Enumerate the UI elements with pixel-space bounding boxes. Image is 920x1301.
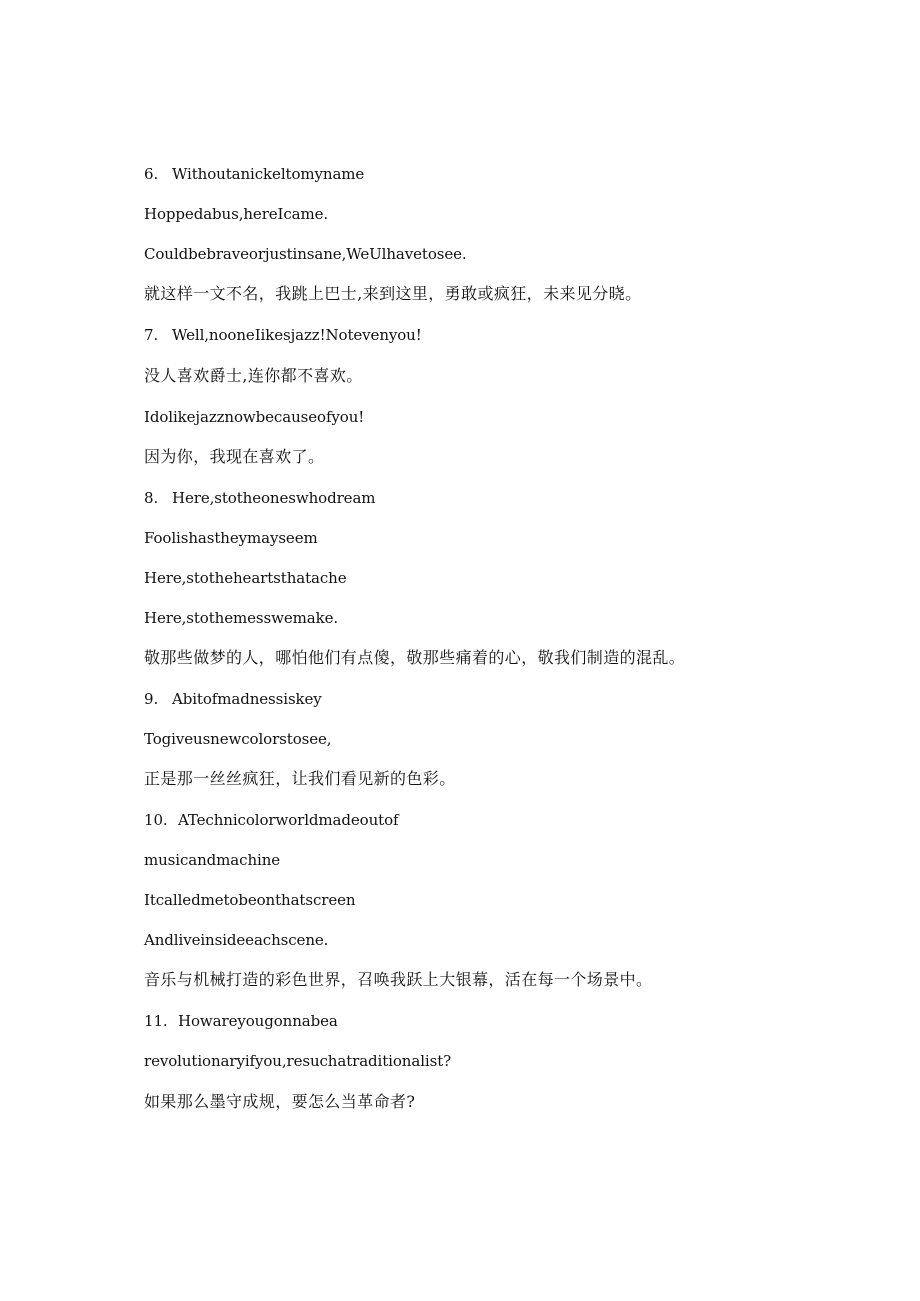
item-10-line-1 [144,810,398,830]
item-8-translation: 敬那些做梦的人，哪怕他们有点傻，敬那些痛着的心，敬我们制造的混乱。 [144,648,686,667]
item-8-line-2: Foolishastheymayseem [144,529,318,547]
item-6-line-2: Hoppedabus,hereIcame. [144,205,329,223]
item-6-line-1 [144,164,364,184]
lyric-line: Howareyougonnabea [178,1012,338,1030]
item-7-translation-2: 因为你，我现在喜欢了。 [144,447,325,466]
item-6-translation: 就这样一文不名，我跳上巴士,来到这里，勇敢或疯狂，未来见分晓。 [144,284,642,303]
item-number: 10. [144,811,168,829]
item-number: 8. [144,489,159,507]
item-number: 11. [144,1012,168,1030]
item-8-line-4: Here,stothemesswemake. [144,609,339,627]
item-8-line-1 [144,488,375,508]
item-7-line-1 [144,325,422,345]
item-9-line-2: Togiveusnewcolorstosee, [144,730,332,748]
item-10-line-4: Andliveinsideeachscene. [144,931,329,949]
item-7-line-2: Idolikejazznowbecauseofyou! [144,408,365,426]
lyric-line: ATechnicolorworldmadeoutof [178,811,399,829]
item-10-line-2: musicandmachine [144,851,281,869]
item-9-line-1 [144,689,322,709]
lyric-line: Withoutanickeltomyname [172,165,365,183]
lyric-line: Abitofmadnessiskey [172,690,322,708]
item-8-line-3: Here,stotheheartsthatache [144,569,347,587]
item-11-line-1 [144,1011,338,1031]
lyric-line: Well,nooneIikesjazz!Notevenyou! [172,326,422,344]
item-6-line-3: Couldbebraveorjustinsane,WeUlhavetosee. [144,245,467,263]
item-number: 9. [144,690,159,708]
lyric-line: Here,stotheoneswhodream [172,489,376,507]
item-11-translation: 如果那么墨守成规，要怎么当革命者? [144,1092,416,1111]
item-7-translation-1: 没人喜欢爵士,连你都不喜欢。 [144,366,363,385]
item-9-translation: 正是那一丝丝疯狂，让我们看见新的色彩。 [144,769,456,788]
item-10-line-3: Itcalledmetobeonthatscreen [144,891,356,909]
item-11-line-2: revolutionaryifyou,resuchatraditionalist? [144,1052,452,1070]
item-10-translation: 音乐与机械打造的彩色世界，召唤我跃上大银幕，活在每一个场景中。 [144,970,653,989]
item-number: 7. [144,326,159,344]
item-number: 6. [144,165,159,183]
